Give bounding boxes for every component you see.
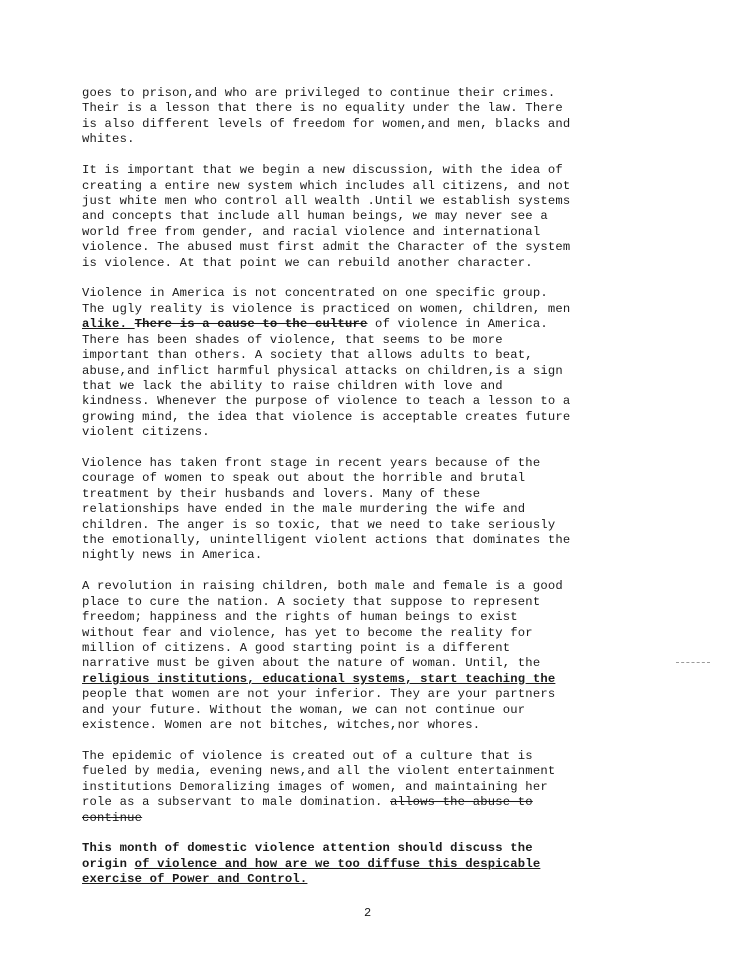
text-line: important than others. A society that allows adults to beat, xyxy=(82,348,533,363)
underlined-text: exercise of Power and Control. xyxy=(82,872,308,887)
text-line: people that women are not your inferior. They are your partners xyxy=(82,687,556,702)
page-number: 2 xyxy=(364,906,372,920)
text-line: just white men who control all wealth .Until we establish systems xyxy=(82,193,571,208)
paragraph-4 xyxy=(82,456,652,564)
text-line: The epidemic of violence is created out of a culture that is xyxy=(82,748,533,763)
text-line: whites. xyxy=(82,132,135,147)
margin-mark xyxy=(676,662,710,663)
text-fragment: of violence in America. xyxy=(367,317,548,332)
text-line: existence. Women are not bitches, witches,nor whores. xyxy=(82,718,481,733)
text-line: fueled by media, evening news,and all the violent entertainment xyxy=(82,764,556,779)
document-body xyxy=(82,86,652,903)
text-line: Their is a lesson that there is no equality under the law. There xyxy=(82,101,563,116)
text-line: world free from gender, and racial violence and international xyxy=(82,224,541,239)
text-line: creating a entire new system which includes all citizens, and not xyxy=(82,178,571,193)
text-line: freedom; happiness and the rights of human beings to exist xyxy=(82,610,518,625)
text-line: narrative must be given about the nature of woman. Until, the xyxy=(82,656,541,671)
text-line xyxy=(82,317,548,331)
text-line: violent citizens. xyxy=(82,425,210,440)
text-line: growing mind, the idea that violence is acceptable creates future xyxy=(82,409,571,424)
underlined-text: alike. xyxy=(82,317,135,332)
text-line: There has been shades of violence, that seems to be more xyxy=(82,332,503,347)
paragraph-6 xyxy=(82,749,652,826)
text-fragment: role as a subservant to male domination. xyxy=(82,795,391,810)
text-line: treatment by their husbands and lovers. Many of these xyxy=(82,486,481,501)
text-line: goes to prison,and who are privileged to continue their crimes. xyxy=(82,86,556,100)
text-line: million of citizens. A good starting point is a different xyxy=(82,641,511,655)
text-line: and your future. Without the woman, we can not continue our xyxy=(82,702,526,717)
text-line: It is important that we begin a new discussion, with the idea of xyxy=(82,163,563,178)
text-line: that we lack the ability to raise children with love and xyxy=(82,378,503,393)
text-line: kindness. Whenever the purpose of violence to teach a lesson to a xyxy=(82,394,571,409)
paragraph-1 xyxy=(82,86,652,148)
text-line xyxy=(82,857,540,871)
text-line: This month of domestic violence attention should discuss the xyxy=(82,841,533,856)
text-line: is also different levels of freedom for women,and men, blacks and xyxy=(82,116,571,131)
struck-text: There is a cause to the culture xyxy=(134,317,368,332)
paragraph-3 xyxy=(82,286,652,440)
struck-text: allows the abuse to xyxy=(390,795,533,810)
text-line: Violence has taken front stage in recent years because of the xyxy=(82,456,541,471)
paragraph-2 xyxy=(82,163,652,271)
text-line: A revolution in raising children, both male and female is a good xyxy=(82,579,563,594)
underlined-text: religious institutions, educational systems, start teaching the xyxy=(82,671,556,686)
text-line: children. The anger is so toxic, that we need to take seriously xyxy=(82,517,556,532)
struck-text: continue xyxy=(82,810,143,825)
paragraph-5 xyxy=(82,579,652,733)
text-fragment: origin xyxy=(82,856,135,871)
text-line: without fear and violence, has yet to become the reality for xyxy=(82,625,533,640)
text-line: violence. The abused must first admit the Character of the system xyxy=(82,240,571,255)
text-line: institutions Demoralizing images of women, and maintaining her xyxy=(82,779,548,794)
text-line: nightly news in America. xyxy=(82,548,263,563)
text-line: abuse,and inflict harmful physical attacks on children,is a sign xyxy=(82,363,563,378)
text-line xyxy=(82,795,533,809)
text-line: place to cure the nation. A society that suppose to represent xyxy=(82,594,541,609)
text-line: The ugly reality is violence is practiced on women, children, men xyxy=(82,301,571,316)
text-line: relationships have ended in the male murdering the wife and xyxy=(82,502,526,517)
text-line: Violence in America is not concentrated on one specific group. xyxy=(82,286,548,301)
paragraph-7 xyxy=(82,841,652,887)
text-line: courage of women to speak out about the horrible and brutal xyxy=(82,471,526,486)
text-line: is violence. At that point we can rebuild another character. xyxy=(82,255,533,270)
underlined-text: of violence and how are we too diffuse this despicable xyxy=(134,856,541,871)
text-line: and concepts that include all human beings, we may never see a xyxy=(82,209,548,224)
text-line: the emotionally, unintelligent violent actions that dominates the xyxy=(82,533,571,548)
